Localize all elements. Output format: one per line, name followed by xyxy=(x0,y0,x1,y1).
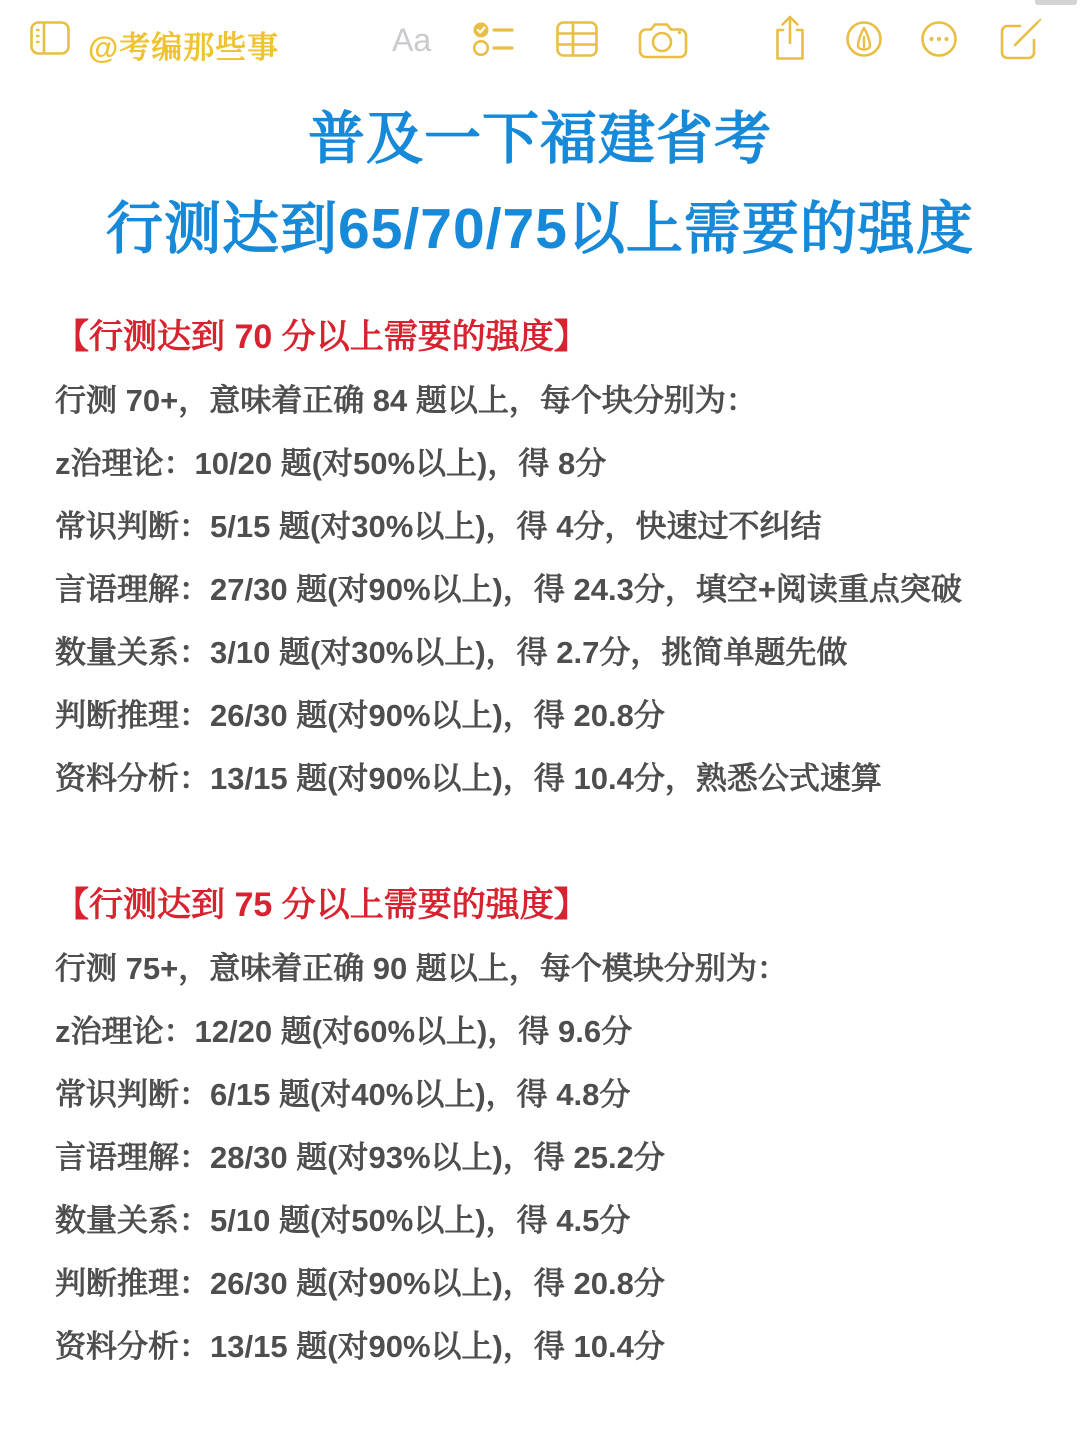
stat-line: 判断推理：26/30 题(对90%以上)，得 20.8分 xyxy=(55,1266,665,1301)
compose-icon[interactable] xyxy=(998,16,1044,62)
account-label[interactable]: @考编那些事 xyxy=(88,30,280,65)
format-text-icon[interactable]: Aa xyxy=(392,22,432,58)
markup-icon[interactable] xyxy=(845,20,883,58)
stat-line: 判断推理：26/30 题(对90%以上)，得 20.8分 xyxy=(55,698,665,733)
stat-line: 数量关系：3/10 题(对30%以上)，得 2.7分，挑简单题先做 xyxy=(55,635,848,670)
more-icon[interactable] xyxy=(920,20,958,58)
stat-line: z治理论：12/20 题(对60%以上)，得 9.6分 xyxy=(55,1014,633,1049)
sidebar-icon[interactable] xyxy=(30,21,70,55)
note-title-line2: 行测达到65/70/75以上需要的强度 xyxy=(106,197,974,261)
note-title-line1: 普及一下福建省考 xyxy=(308,107,772,171)
section-intro: 行测 70+，意味着正确 84 题以上，每个块分别为： xyxy=(55,383,757,418)
stat-line: z治理论：10/20 题(对50%以上)，得 8分 xyxy=(55,446,607,481)
section-70 xyxy=(55,306,1040,810)
stat-line: 言语理解：28/30 题(对93%以上)，得 25.2分 xyxy=(55,1140,665,1175)
checklist-icon[interactable] xyxy=(472,20,514,58)
stat-line: 资料分析：13/15 题(对90%以上)，得 10.4分，熟悉公式速算 xyxy=(55,761,882,796)
camera-icon[interactable] xyxy=(638,22,688,60)
share-icon[interactable] xyxy=(772,14,808,62)
stat-line: 常识判断：6/15 题(对40%以上)，得 4.8分 xyxy=(55,1077,631,1112)
stat-line: 言语理解：27/30 题(对90%以上)，得 24.3分，填空+阅读重点突破 xyxy=(55,572,962,607)
section-intro: 行测 75+，意味着正确 90 题以上，每个模块分别为： xyxy=(55,951,788,986)
table-icon[interactable] xyxy=(556,21,598,57)
toolbar xyxy=(0,0,1080,76)
stat-line: 常识判断：5/15 题(对30%以上)，得 4分，快速过不纠结 xyxy=(55,509,822,544)
section-heading: 【行测达到 70 分以上需要的强度】 xyxy=(55,318,588,356)
section-heading: 【行测达到 75 分以上需要的强度】 xyxy=(55,886,588,924)
window-corner-artifact xyxy=(1035,0,1077,5)
stat-line: 资料分析：13/15 题(对90%以上)，得 10.4分 xyxy=(55,1329,665,1364)
stat-line: 数量关系：5/10 题(对50%以上)，得 4.5分 xyxy=(55,1203,631,1238)
section-75 xyxy=(55,874,1040,1378)
note-content[interactable] xyxy=(0,306,1080,1378)
